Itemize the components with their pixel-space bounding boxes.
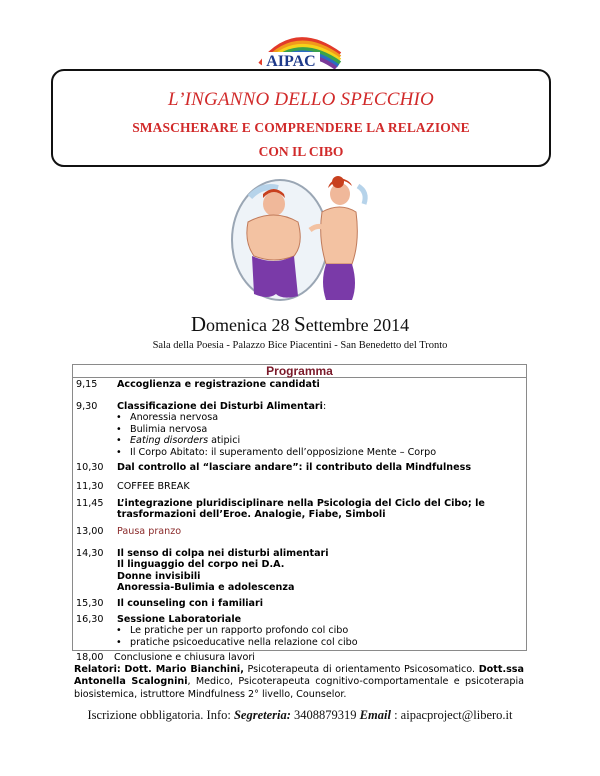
date-rest-1: omenica 28 <box>206 315 294 335</box>
item-time: 11,45 <box>76 497 104 509</box>
event-venue: Sala della Poesia - Palazzo Bice Piacentini - San Benedetto del Tronto <box>152 340 448 351</box>
email-link[interactable]: aipacproject@libero.it <box>400 708 513 722</box>
program-item <box>73 481 526 493</box>
event-date <box>0 312 600 337</box>
item-title: COFFEE BREAK <box>117 481 190 493</box>
item-line: Donne invisibili <box>117 570 201 582</box>
program-item <box>73 401 526 413</box>
program-item <box>73 498 526 521</box>
item-time: 15,30 <box>76 597 104 609</box>
bullet-item: • Bulimia nervosa <box>116 424 526 436</box>
event-title: L’INGANNO DELLO SPECCHIO <box>168 89 434 110</box>
phone-number: 3408879319 <box>290 708 360 722</box>
date-cap-1: D <box>190 312 207 336</box>
item-title-line2: trasformazioni dell’Eroe. Analogie, Fiabe, Simboli <box>117 509 386 521</box>
item-title: Conclusione e chiusura lavori <box>114 652 255 664</box>
item-time: 14,30 <box>76 547 104 559</box>
program-item <box>73 614 526 626</box>
secretary-label: Segreteria: <box>233 708 291 722</box>
title-box <box>51 69 551 167</box>
registration-info <box>0 708 600 723</box>
item-time: 16,30 <box>76 613 104 625</box>
event-subtitle-line1: SMASCHERARE E COMPRENDERE LA RELAZIONE <box>132 120 470 135</box>
item-time: 9,30 <box>76 400 98 412</box>
logo-text: AIPAC <box>266 53 316 70</box>
bullet-text: atipici <box>208 435 241 447</box>
item-title: Accoglienza e registrazione candidati <box>117 379 320 390</box>
speaker1-desc: Psicoterapeuta di orientamento Psicosomatico. <box>243 664 479 675</box>
bullet-item: • Anoressia nervosa <box>116 412 526 424</box>
program-item <box>73 526 526 538</box>
bullet-italic: Eating disorders <box>130 435 209 447</box>
item-time: 9,15 <box>76 379 98 390</box>
speaker1-name: Dott. Mario Bianchini, <box>124 664 244 675</box>
program-header: Programma <box>73 365 526 378</box>
bullet-item: • Le pratiche per un rapporto profondo col cibo <box>116 625 526 637</box>
program-item <box>73 462 526 474</box>
email-separator: : <box>390 708 401 722</box>
item-title-line1: L’integrazione pluridisciplinare nella Psicologia del Ciclo del Cibo; le <box>117 497 485 509</box>
item-time: 10,30 <box>76 461 104 473</box>
speakers-paragraph <box>74 664 524 701</box>
program-item <box>73 652 526 664</box>
rainbow-logo-icon <box>254 26 346 70</box>
item-title: Il counseling con i familiari <box>117 597 264 609</box>
item-title: Pausa pranzo <box>117 525 182 537</box>
program-item <box>73 598 526 610</box>
item-line: Il linguaggio del corpo nei D.A. <box>117 559 285 571</box>
item-title-suffix: : <box>322 400 327 412</box>
item-time: 11,30 <box>76 481 104 493</box>
date-rest-2: ettembre 2014 <box>305 315 410 335</box>
program-item <box>73 379 526 391</box>
item-title: Classificazione dei Disturbi Alimentari <box>117 400 323 412</box>
item-line: Il senso di colpa nei disturbi alimentari <box>117 547 329 559</box>
speaker2-name: Dott.ssa Antonella Scalognini <box>74 664 524 688</box>
bullet-item: • Il Corpo Abitato: il superamento dell’opposizione Mente – Corpo <box>116 447 526 459</box>
program-item <box>73 548 526 594</box>
date-cap-2: S <box>294 312 306 336</box>
item-bullet-list <box>73 625 526 648</box>
program-table <box>72 364 527 664</box>
item-time: 13,00 <box>76 525 104 537</box>
registration-text: Iscrizione obbligatoria. Info: <box>87 708 234 722</box>
email-label: Email <box>359 708 391 722</box>
speaker2-desc: , Medico, Psicoterapeuta cognitivo-comportamentale e psicoterapia biosistemica, istruttore Mindfulness 2° livello, Counselor. <box>74 676 525 700</box>
item-title: Dal controllo al “lasciare andare”: il contributo della Mindfulness <box>117 461 472 473</box>
item-time: 18,00 <box>76 652 104 664</box>
aipac-logo <box>254 26 346 70</box>
item-bullet-list <box>73 412 526 458</box>
mirror-body-image-illustration <box>222 172 382 304</box>
speakers-label: Relatori: <box>74 664 121 675</box>
event-subtitle-line2: CON IL CIBO <box>258 144 344 159</box>
bullet-item <box>116 435 526 447</box>
item-title: Sessione Laboratoriale <box>117 613 242 625</box>
bullet-item: • pratiche psicoeducative nella relazione col cibo <box>116 637 526 649</box>
item-line: Anoressia-Bulimia e adolescenza <box>117 582 295 594</box>
